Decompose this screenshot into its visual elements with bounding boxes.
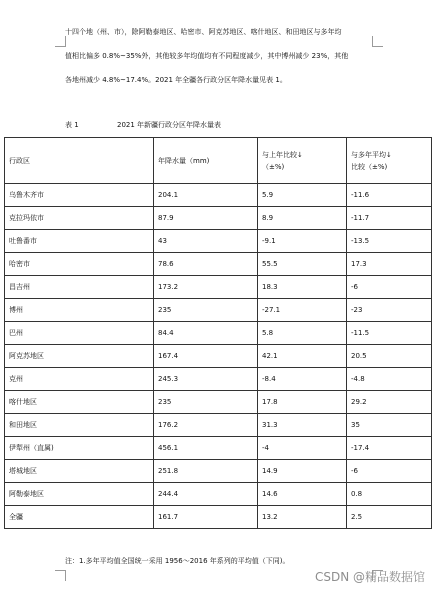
table-row xyxy=(5,299,432,322)
cell-precipitation: 251.8 xyxy=(154,460,258,483)
header-vs-average-line1: 与多年平均↓ xyxy=(351,150,392,159)
cell-precipitation: 245.3 xyxy=(154,368,258,391)
cell-region: 阿勒泰地区 xyxy=(5,483,154,506)
cell-precipitation: 43 xyxy=(154,230,258,253)
cell-precipitation: 235 xyxy=(154,391,258,414)
cell-vs-average: -11.5 xyxy=(347,322,432,345)
cell-region: 哈密市 xyxy=(5,253,154,276)
cell-precipitation: 235 xyxy=(154,299,258,322)
cell-precipitation: 204.1 xyxy=(154,184,258,207)
cell-vs-average: 17.3 xyxy=(347,253,432,276)
cell-precipitation: 176.2 xyxy=(154,414,258,437)
cell-vs-average: -17.4 xyxy=(347,437,432,460)
header-vs-average xyxy=(347,138,432,184)
table-row xyxy=(5,414,432,437)
cell-vs-last-year: 42.1 xyxy=(258,345,347,368)
table-row xyxy=(5,207,432,230)
cell-vs-last-year: -9.1 xyxy=(258,230,347,253)
cell-region: 塔城地区 xyxy=(5,460,154,483)
watermark: CSDN @精品数据馆 xyxy=(314,570,425,584)
cell-precipitation: 78.6 xyxy=(154,253,258,276)
cell-vs-last-year: -27.1 xyxy=(258,299,347,322)
table-note: 注：1.多年平均值全国统一采用 1956～2016 年系列的平均值（下同)。 xyxy=(65,557,290,565)
table-row xyxy=(5,345,432,368)
cell-vs-average: 29.2 xyxy=(347,391,432,414)
cell-region: 乌鲁木齐市 xyxy=(5,184,154,207)
cell-precipitation: 161.7 xyxy=(154,506,258,529)
body-paragraph xyxy=(65,20,385,92)
cell-region: 博州 xyxy=(5,299,154,322)
table-row xyxy=(5,460,432,483)
cell-vs-last-year: 8.9 xyxy=(258,207,347,230)
cell-vs-last-year: 18.3 xyxy=(258,276,347,299)
cell-vs-average: 2.5 xyxy=(347,506,432,529)
precipitation-table xyxy=(4,137,432,529)
header-region: 行政区 xyxy=(5,138,154,184)
cell-region: 吐鲁番市 xyxy=(5,230,154,253)
table-row xyxy=(5,322,432,345)
table-number: 表 1 xyxy=(65,121,79,129)
table-row xyxy=(5,483,432,506)
table-header-row xyxy=(5,138,432,184)
cell-region: 全疆 xyxy=(5,506,154,529)
cell-vs-last-year: 5.9 xyxy=(258,184,347,207)
cell-precipitation: 84.4 xyxy=(154,322,258,345)
cell-region: 巴州 xyxy=(5,322,154,345)
cell-vs-last-year: 13.2 xyxy=(258,506,347,529)
cell-vs-average: 20.5 xyxy=(347,345,432,368)
cell-vs-last-year: 55.5 xyxy=(258,253,347,276)
header-vs-average-line2: 比较（±%) xyxy=(351,162,388,171)
paragraph-line: 值相比偏多 0.8%~35%外，其他较多年均值均有不同程度减少，其中博州减少 23%，其他 xyxy=(65,52,349,60)
cell-region: 伊犁州（直属) xyxy=(5,437,154,460)
cell-vs-last-year: 31.3 xyxy=(258,414,347,437)
cell-vs-last-year: 5.8 xyxy=(258,322,347,345)
paragraph-line: 十四个地（州、市），除阿勒泰地区、哈密市、阿克苏地区、喀什地区、和田地区与多年均 xyxy=(65,28,342,36)
table-caption xyxy=(65,120,221,130)
cell-vs-average: -23 xyxy=(347,299,432,322)
table-row xyxy=(5,437,432,460)
cell-region: 昌吉州 xyxy=(5,276,154,299)
cell-vs-average: -11.6 xyxy=(347,184,432,207)
cell-vs-average: 0.8 xyxy=(347,483,432,506)
table-row xyxy=(5,253,432,276)
cell-vs-average: -11.7 xyxy=(347,207,432,230)
cell-vs-last-year: 14.9 xyxy=(258,460,347,483)
header-vs-last-year-line2: （±%) xyxy=(262,162,285,171)
cell-vs-last-year: 17.8 xyxy=(258,391,347,414)
table-row xyxy=(5,506,432,529)
cell-vs-average: 35 xyxy=(347,414,432,437)
cell-region: 克拉玛依市 xyxy=(5,207,154,230)
cell-vs-average: -13.5 xyxy=(347,230,432,253)
cell-precipitation: 244.4 xyxy=(154,483,258,506)
cell-precipitation: 87.9 xyxy=(154,207,258,230)
header-precipitation: 年降水量（mm) xyxy=(154,138,258,184)
cell-precipitation: 167.4 xyxy=(154,345,258,368)
cell-region: 克州 xyxy=(5,368,154,391)
page-corner-mark-bottom-left xyxy=(55,570,66,581)
cell-region: 和田地区 xyxy=(5,414,154,437)
table-row xyxy=(5,368,432,391)
cell-vs-last-year: -4 xyxy=(258,437,347,460)
table-row xyxy=(5,391,432,414)
cell-vs-last-year: -8.4 xyxy=(258,368,347,391)
cell-vs-last-year: 14.6 xyxy=(258,483,347,506)
cell-precipitation: 456.1 xyxy=(154,437,258,460)
cell-region: 喀什地区 xyxy=(5,391,154,414)
table-title: 2021 年新疆行政分区年降水量表 xyxy=(117,121,222,129)
cell-vs-average: -4.8 xyxy=(347,368,432,391)
cell-vs-average: -6 xyxy=(347,460,432,483)
table-row xyxy=(5,230,432,253)
table-row xyxy=(5,184,432,207)
table-row xyxy=(5,276,432,299)
cell-vs-average: -6 xyxy=(347,276,432,299)
paragraph-line: 各地州减少 4.8%~17.4%。2021 年全疆各行政分区年降水量见表 1。 xyxy=(65,76,287,84)
header-vs-last-year xyxy=(258,138,347,184)
header-vs-last-year-line1: 与上年比较↓ xyxy=(262,150,303,159)
cell-precipitation: 173.2 xyxy=(154,276,258,299)
cell-region: 阿克苏地区 xyxy=(5,345,154,368)
